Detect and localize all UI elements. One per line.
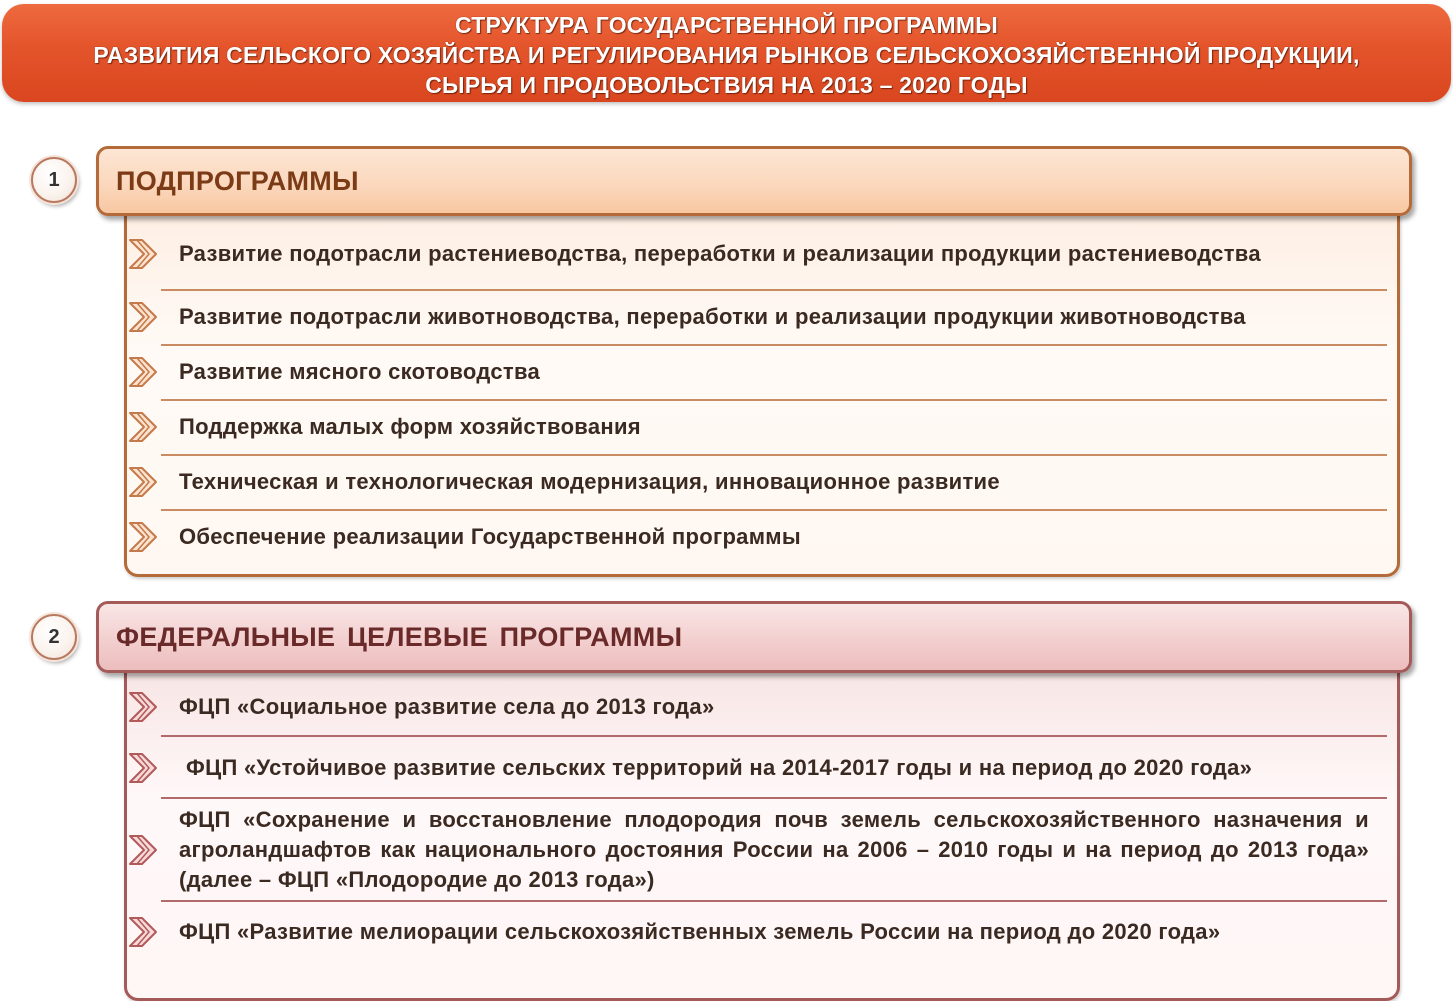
title-banner [2,4,1451,102]
list-item [127,512,1395,562]
chevron-right-icon [127,690,161,724]
divider [161,454,1387,456]
list-item-text: Развитие подотрасли животноводства, переработки и реализации продукции животноводства [179,304,1246,329]
chevron-right-icon [127,237,161,271]
divider [161,399,1387,401]
list-item-text: Поддержка малых форм хозяйствования [179,414,641,439]
list-item-text: ФЦП «Устойчивое развитие сельских территорий на 2014-2017 годы и на период до 2020 года» [186,755,1253,780]
chevron-right-icon [127,833,161,867]
divider [161,797,1387,799]
banner-line-1: СТРУКТУРА ГОСУДАРСТВЕННОЙ ПРОГРАММЫ [455,11,998,38]
chevron-right-icon [127,410,161,444]
divider [161,344,1387,346]
divider [161,289,1387,291]
list-item [127,680,1395,734]
divider [161,900,1387,902]
chevron-right-icon [127,751,161,785]
section-1-header [96,146,1412,216]
chevron-right-icon [127,355,161,389]
section-2-header [96,601,1412,673]
banner-line-2: РАЗВИТИЯ СЕЛЬСКОГО ХОЗЯЙСТВА И РЕГУЛИРОВАНИЯ РЫНКОВ СЕЛЬСКОХОЗЯЙСТВЕННОЙ ПРОДУКЦИИ, [93,41,1360,68]
list-item [127,222,1395,286]
chevron-right-icon [127,915,161,949]
chevron-right-icon [127,300,161,334]
list-item-text: Развитие подотрасли растениеводства, переработки и реализации продукции растениеводства [179,241,1261,266]
section-2-title: ФЕДЕРАЛЬНЫЕ ЦЕЛЕВЫЕ ПРОГРАММЫ [116,621,683,652]
list-item [127,457,1395,507]
list-item-text: Развитие мясного скотоводства [179,359,541,384]
section-1-title: ПОДПРОГРАММЫ [116,165,359,196]
list-item-text: Обеспечение реализации Государственной программы [179,524,801,549]
list-item [127,740,1395,796]
list-item [127,292,1395,342]
banner-line-3: СЫРЬЯ И ПРОДОВОЛЬСТВИЯ НА 2013 – 2020 ГОДЫ [425,71,1028,98]
chevron-right-icon [127,520,161,554]
list-item-text: ФЦП «Социальное развитие села до 2013 года» [179,694,715,719]
divider [161,509,1387,511]
chevron-right-icon [127,465,161,499]
list-item [127,402,1395,452]
list-item [127,803,1395,897]
section-1-number: 1 [31,157,77,203]
list-item [127,347,1395,397]
list-item [127,905,1395,959]
list-item-text: ФЦП «Сохранение и восстановление плодородия почв земель сельскохозяйственного назначения и агроландшафтов как национального достояния России на 2006 – 2010 годы и на период до 2013 года» (далее – ФЦП «Плодородие до 2013 года») [179,807,1369,892]
divider [161,735,1387,737]
list-item-text: Техническая и технологическая модернизация, инновационное развитие [179,469,1000,494]
list-item-text: ФЦП «Развитие мелиорации сельскохозяйственных земель России на период до 2020 года» [179,919,1221,944]
section-2-number: 2 [31,614,77,660]
